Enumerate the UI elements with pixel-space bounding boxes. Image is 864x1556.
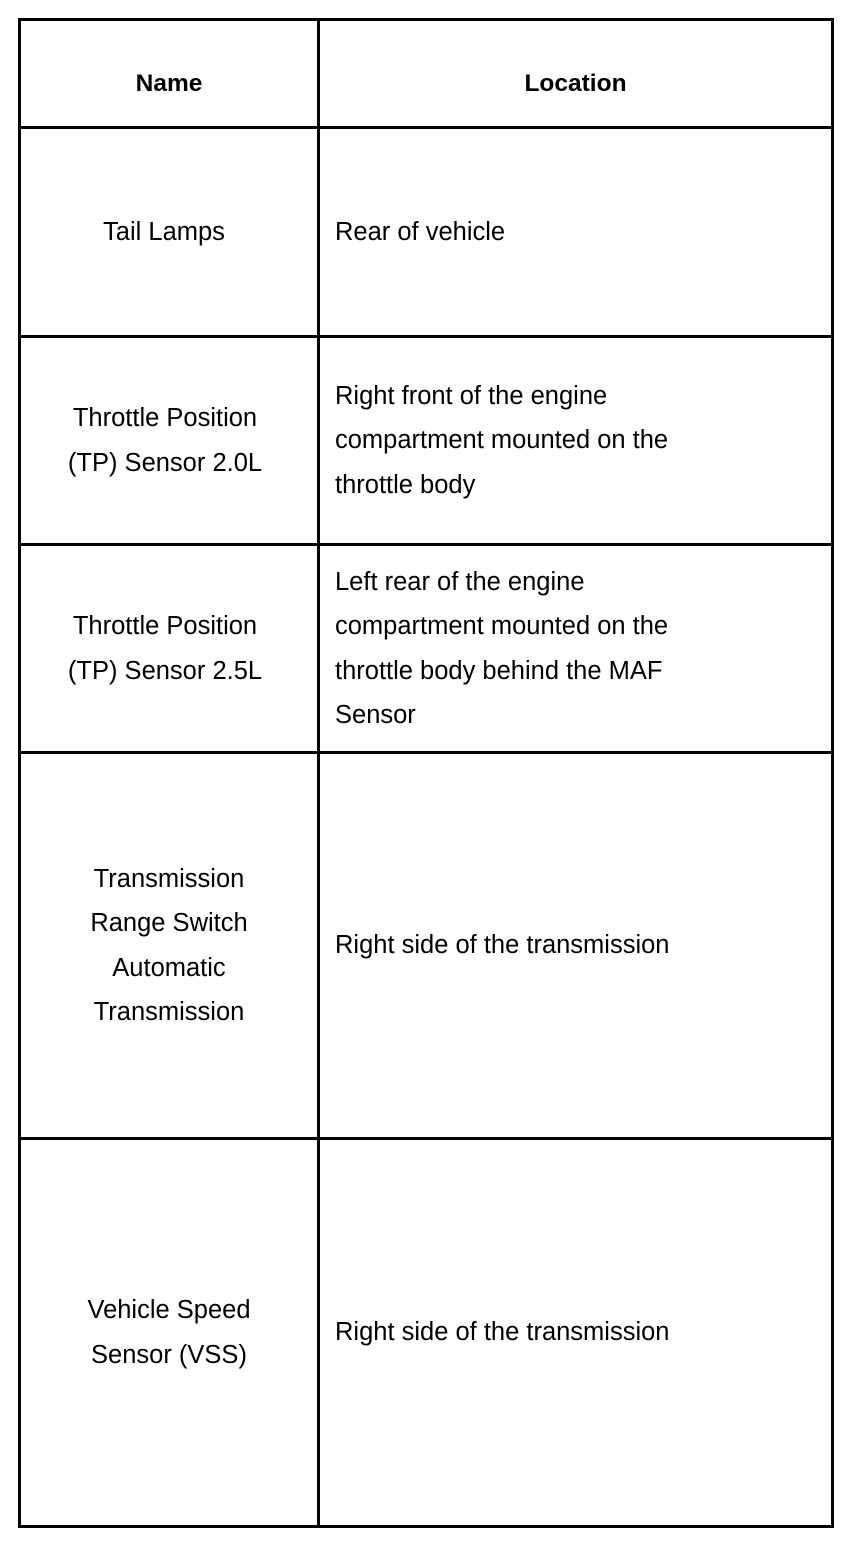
component-location: Left rear of the engine compartment mounted on the throttle body behind the MAF Sensor [335, 567, 669, 729]
table-row-location-cell [320, 129, 831, 338]
component-location: Right side of the transmission [335, 1318, 670, 1347]
table-row-name-cell [21, 546, 320, 754]
table-row-name-cell [21, 129, 320, 338]
component-name: Tail Lamps [103, 217, 225, 246]
table-row-location-cell [320, 1140, 831, 1525]
component-name: Throttle Position (TP) Sensor 2.0L [67, 404, 263, 477]
table-row-location-cell [320, 546, 831, 754]
table-row-location-cell [320, 338, 831, 546]
component-location: Right side of the transmission [335, 931, 670, 960]
component-name: Throttle Position (TP) Sensor 2.5L [67, 612, 263, 685]
component-name: Vehicle Speed Sensor (VSS) [87, 1296, 251, 1369]
table-row-name-cell [21, 338, 320, 546]
component-location: Rear of vehicle [335, 217, 506, 246]
component-location-table [18, 18, 834, 1528]
table-row-location-cell [320, 754, 831, 1140]
column-header-name [21, 21, 320, 129]
column-header-location-label: Location [524, 70, 627, 98]
component-name: Transmission Range Switch Automatic Transmission [90, 864, 248, 1026]
column-header-name-label: Name [135, 70, 203, 98]
table-row-name-cell [21, 1140, 320, 1525]
column-header-location [320, 21, 831, 129]
table-row-name-cell [21, 754, 320, 1140]
component-location: Right front of the engine compartment mounted on the throttle body [335, 381, 669, 499]
